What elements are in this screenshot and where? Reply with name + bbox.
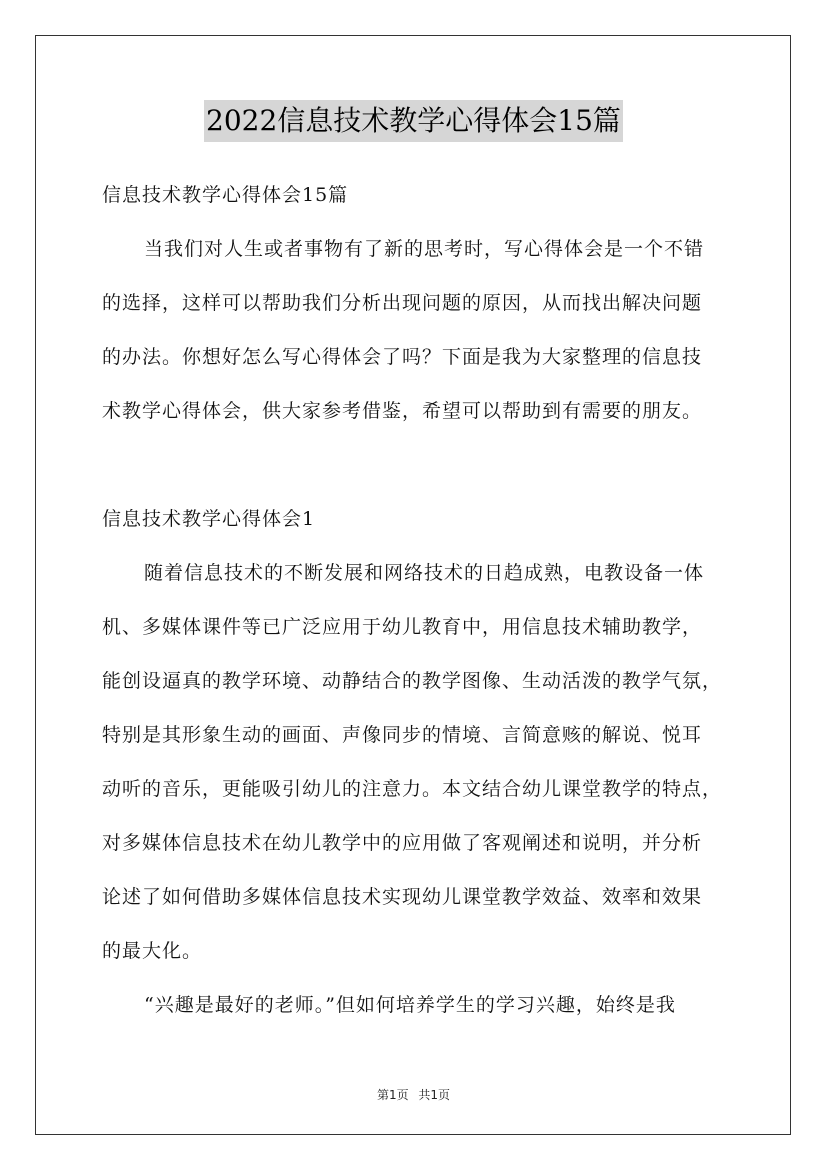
page-footer — [0, 1086, 827, 1103]
section-heading: 信息技术教学心得体会1 — [102, 508, 316, 530]
body-line: 随着信息技术的不断发展和网络技术的日趋成熟，电教设备一体 — [144, 562, 705, 584]
body-line: 特别是其形象生动的画面、声像同步的情境、言简意赅的解说、悦耳 — [102, 724, 703, 746]
intro-line: 的选择，这样可以帮助我们分析出现问题的原因，从而找出解决问题 — [102, 292, 703, 314]
body-line: 的最大化。 — [102, 940, 203, 962]
body-line: 论述了如何借助多媒体信息技术实现幼儿课堂教学效益、效率和效果 — [102, 886, 703, 908]
page-number: 第1页 — [376, 1088, 409, 1102]
document-title: 2022信息技术教学心得体会15篇 — [204, 100, 623, 142]
intro-line: 术教学心得体会，供大家参考借鉴，希望可以帮助到有需要的朋友。 — [102, 400, 703, 422]
intro-line: 当我们对人生或者事物有了新的思考时，写心得体会是一个不错 — [144, 238, 705, 260]
body-line: 能创设逼真的教学环境、动静结合的教学图像、生动活泼的教学气氛， — [102, 670, 723, 692]
page-total: 共1页 — [418, 1088, 451, 1102]
body-line: “兴趣是最好的老师。”但如何培养学生的学习兴趣，始终是我 — [144, 994, 676, 1016]
body-line: 动听的音乐，更能吸引幼儿的注意力。本文结合幼儿课堂教学的特点， — [102, 778, 723, 800]
body-line: 机、多媒体课件等已广泛应用于幼儿教育中，用信息技术辅助教学， — [102, 616, 703, 638]
intro-line: 的办法。你想好怎么写心得体会了吗？下面是我为大家整理的信息技 — [102, 346, 703, 368]
body-line: 对多媒体信息技术在幼儿教学中的应用做了客观阐述和说明，并分析 — [102, 832, 703, 854]
title-container — [0, 100, 827, 142]
document-subtitle: 信息技术教学心得体会15篇 — [102, 184, 349, 206]
